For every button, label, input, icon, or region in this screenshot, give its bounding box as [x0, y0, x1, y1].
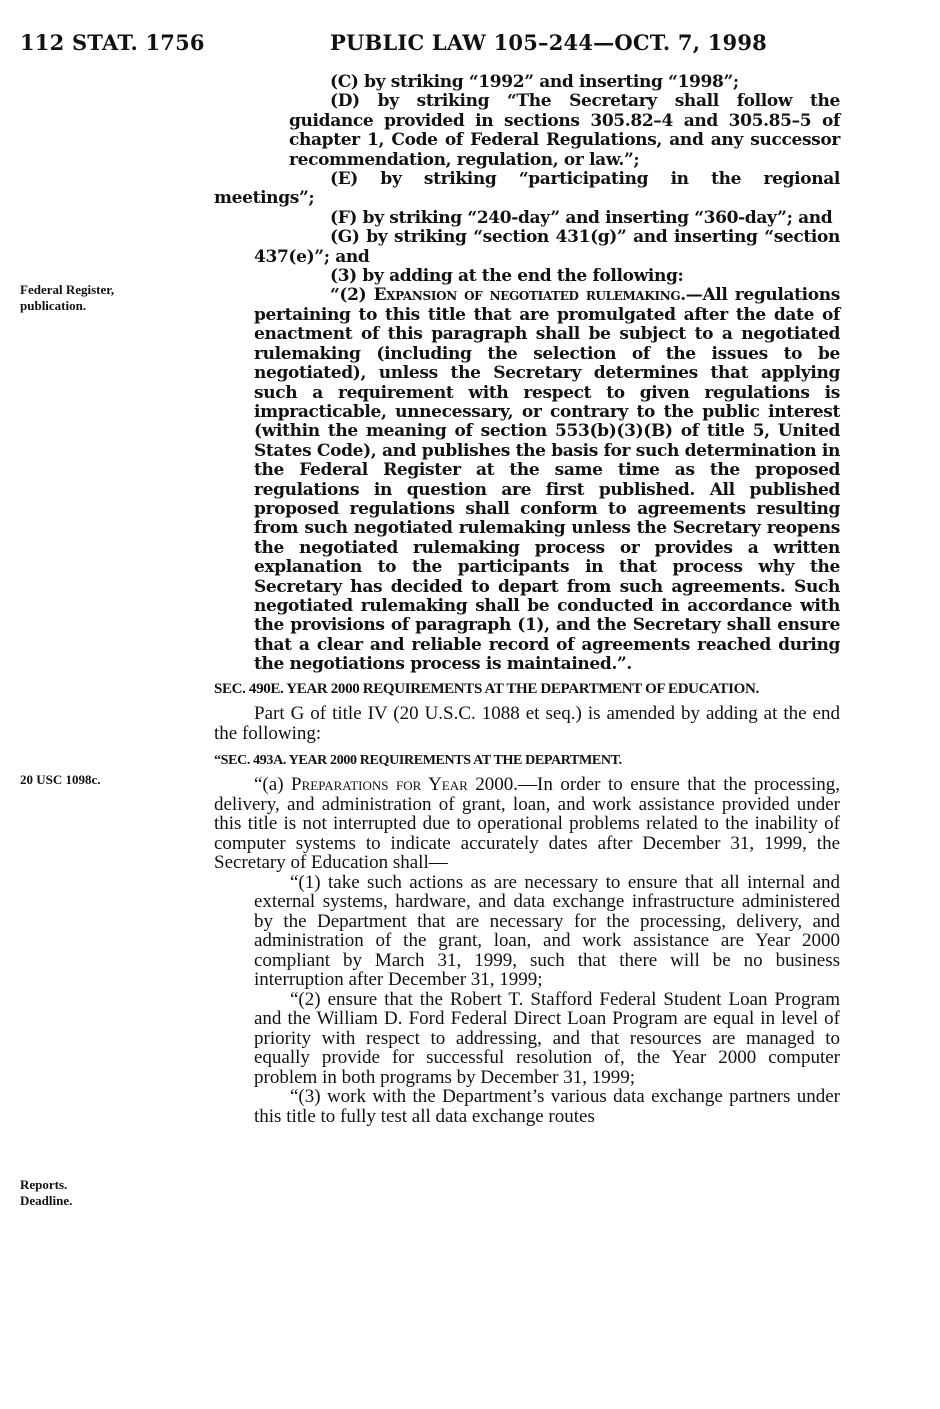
amendment-g: (G) by striking “section 431(g)” and inserting “section 437(e)”; and — [254, 227, 840, 267]
section-title: SEC. 490E. YEAR 2000 REQUIREMENTS AT THE DEPARTMENT OF EDUCATION. — [214, 681, 759, 697]
margin-note-usc: 20 USC 1098c. — [20, 772, 101, 787]
margin-note-reports — [20, 1177, 72, 1209]
subsection-a-paragraph-1: “(1) take such actions as are necessary to ensure that all internal and external systems, hardware, and data exchange infrastructure administered by the Department that are necessary for the processing, delivery, and administration of the grant, loan, and work assistance are Year 2000 compliant by March 31, 1999, such that there will be no business interruption after December 31, 1999; — [254, 871, 840, 991]
amendment-d: (D) by striking “The Secretary shall follow the guidance provided in sections 305.82–4 and 305.85–5 of chapter 1, Code of Federal Regulations, and any successor recommendation, regulation, or law.”; — [289, 91, 840, 170]
margin-note-federal-register — [20, 282, 114, 314]
page-running-head: PUBLIC LAW 105–244—OCT. 7, 1998 — [330, 30, 767, 55]
amendment-block — [214, 73, 840, 675]
subsection-text: .—In order to ensure that the processing, delivery, and administration of grant, loan, and work assistance provided under this title is not interrupted due to operational problems related to the inability of computer systems to indicate accurately dates after December 31, 1999, the Secretary of Education shall— — [214, 774, 840, 874]
margin-note-line: publication. — [20, 298, 87, 313]
negotiated-rulemaking-paragraph — [214, 286, 840, 674]
margin-note-line: Federal Register, — [20, 282, 115, 297]
subsection-a — [214, 775, 840, 873]
paragraph-heading: Expansion of negotiated rulemaking — [373, 285, 681, 306]
subsection-lead: “(a) — [254, 774, 292, 796]
section-intro: Part G of title IV (20 U.S.C. 1088 et seq.) is amended by adding at the end the following: — [214, 703, 840, 744]
new-section-heading: “SEC. 493A. YEAR 2000 REQUIREMENTS AT THE DEPARTMENT. — [214, 753, 622, 768]
section-block — [214, 680, 840, 1126]
subsection-a-paragraph-3: “(3) work with the Department’s various data exchange partners under this title to fully test all data exchange routes — [254, 1086, 840, 1127]
amendment-f: (F) by striking “240-day” and inserting “360-day”; and — [330, 207, 833, 228]
margin-note-line: Reports. — [20, 1177, 68, 1192]
subsection-heading: Preparations for Year 2000 — [291, 774, 514, 796]
paragraph-lead: “(2) — [330, 285, 374, 306]
amendment-c: (C) by striking “1992” and inserting “1998”; — [330, 72, 739, 92]
margin-note-line: Deadline. — [20, 1193, 73, 1208]
amendment-3: (3) by adding at the end the following: — [330, 266, 684, 287]
subsection-a-paragraph-2: “(2) ensure that the Robert T. Stafford Federal Student Loan Program and the William D. Ford Federal Direct Loan Program are equal in level of priority with respect to addressing, and that resources are managed to equally provide for successful resolution of, the Year 2000 computer problem in both programs by December 31, 1999; — [254, 988, 840, 1088]
paragraph-text: .—All regulations pertaining to this title that are promulgated after the date of enactment of this paragraph shall be subject to a negotiated rulemaking (including the selection of the issues to be negotiated), unless the Secretary determines that applying such a requirement with respect to given regulations is impracticable, unnecessary, or contrary to the public interest (within the meaning of section 553(b)(3)(B) of title 5, United States Code), and publishes the basis for such determination in the Federal Register at the same time as the proposed regulations in question are first published. All published proposed regulations shall conform to agreements resulting from such negotiated rulemaking unless the Secretary reopens the negotiated rulemaking process or provides a written explanation to the participants in that process why the Secretary has decided to depart from such agreements. Such negotiated rulemaking shall be conducted in accordance with the provisions of paragraph (1), and the Secretary shall ensure that a clear and reliable record of agreements reached during the negotiations process is maintained.”. — [254, 285, 840, 675]
page-stat-citation: 112 STAT. 1756 — [20, 30, 205, 55]
amendment-e: (E) by striking “participating in the regional meetings”; — [214, 169, 840, 209]
